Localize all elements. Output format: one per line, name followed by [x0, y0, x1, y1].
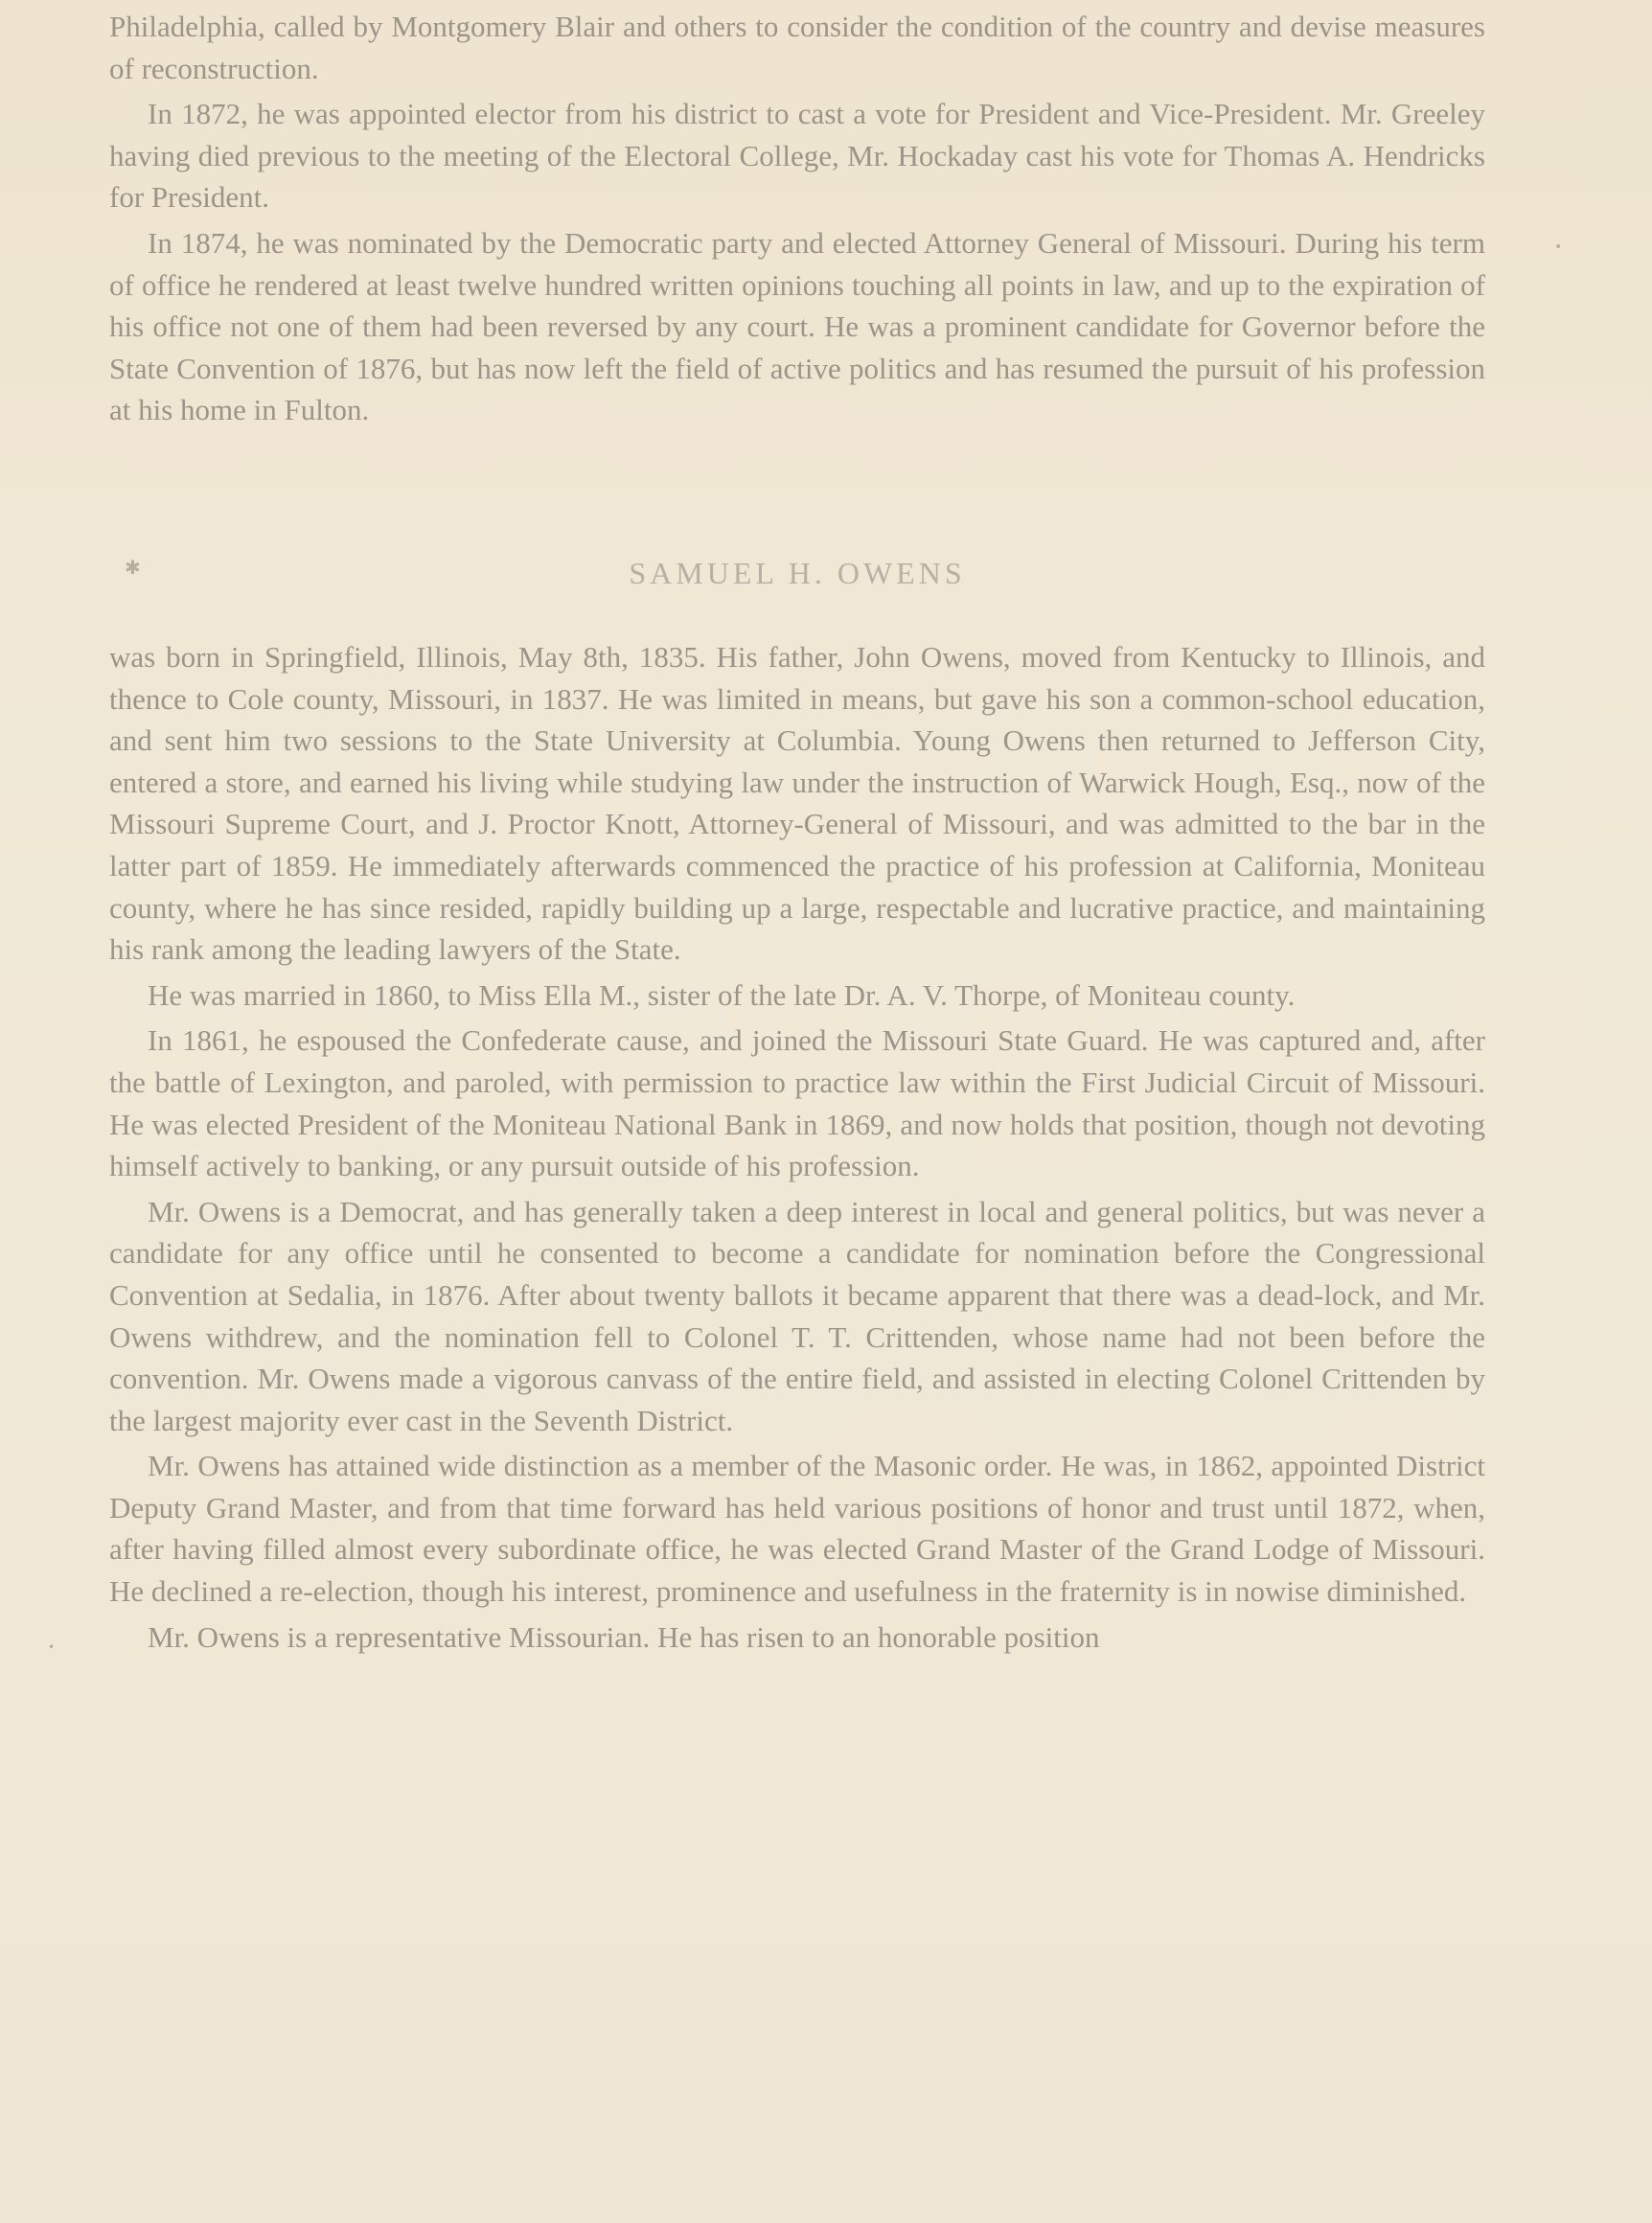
section-owens	[109, 636, 1485, 1658]
paragraph: was born in Springfield, Illinois, May 8th, 1835. His father, John Owens, moved from Kentucky to Illinois, and thence to Cole county, Missouri, in 1837. He was limited in means, but gave his son a common-school education, and sent him two sessions to the State University at Columbia. Young Owens then returned to Jefferson City, entered a store, and earned his living while studying law under the instruction of Warwick Hough, Esq., now of the Missouri Supreme Court, and J. Proctor Knott, Attorney-General of Missouri, and was admitted to the bar in the latter part of 1859. He immediately afterwards commenced the practice of his profession at California, Moniteau county, where he has since resided, rapidly building up a large, respectable and lucrative practice, and maintaining his rank among the leading lawyers of the State.	[109, 640, 1485, 967]
paragraph: He was married in 1860, to Miss Ella M., sister of the late Dr. A. V. Thorpe, of Moniteau county.	[148, 977, 1296, 1012]
section-hockaday-continued	[109, 6, 1485, 431]
paragraph: Mr. Owens is a representative Missourian. He has risen to an honorable position	[148, 1619, 1100, 1654]
paragraph: In 1861, he espoused the Confederate cause, and joined the Missouri State Guard. He was captured and, after the battle of Lexington, and paroled, with permission to practice law within the First Judicial Circuit of Missouri. He was elected President of the Moniteau National Bank in 1869, and now holds that position, though not devoting himself actively to banking, or any pursuit outside of his profession.	[109, 1023, 1485, 1183]
stray-mark: ✱	[125, 556, 141, 579]
stray-mark: •	[48, 1640, 56, 1654]
stray-mark: •	[1554, 240, 1563, 255]
paragraph: In 1872, he was appointed elector from his district to cast a vote for President and Vice-President. Mr. Greeley having died previous to the meeting of the Electoral College, Mr. Hockaday cast his vote for Thomas A. Hendricks for President.	[109, 97, 1485, 215]
biography-heading: SAMUEL H. OWENS	[629, 556, 966, 590]
paragraph: Mr. Owens has attained wide distinction as a member of the Masonic order. He was, in 1862, appointed District Deputy Grand Master, and from that time forward has held various positions of honor and trust until 1872, when, after having filled almost every subordinate office, he was elected Grand Master of the Grand Lodge of Missouri. He declined a re-election, though his interest, prominence and usefulness in the fraternity is in nowise diminished.	[109, 1449, 1485, 1609]
paragraph: Mr. Owens is a Democrat, and has generally taken a deep interest in local and general politics, but was never a candidate for any office until he consented to become a candidate for nomination before the Congressional Convention at Sedalia, in 1876. After about twenty ballots it became apparent that there was a dead-lock, and Mr. Owens withdrew, and the nomination fell to Colonel T. T. Crittenden, whose name had not been before the convention. Mr. Owens made a vigorous canvass of the entire field, and assisted in electing Colonel Crittenden by the largest majority ever cast in the Seventh District.	[109, 1194, 1485, 1437]
paragraph: In 1874, he was nominated by the Democratic party and elected Attorney General of Missouri. During his term of office he rendered at least twelve hundred written opinions touching all points in law, and up to the expiration of his office not one of them had been reversed by any court. He was a prominent candidate for Governor before the State Convention of 1876, but has now left the field of active politics and has resumed the pursuit of his profession at his home in Fulton.	[109, 225, 1485, 427]
paragraph: Philadelphia, called by Montgomery Blair and others to consider the condition of the country and devise measures of reconstruction.	[109, 10, 1485, 85]
